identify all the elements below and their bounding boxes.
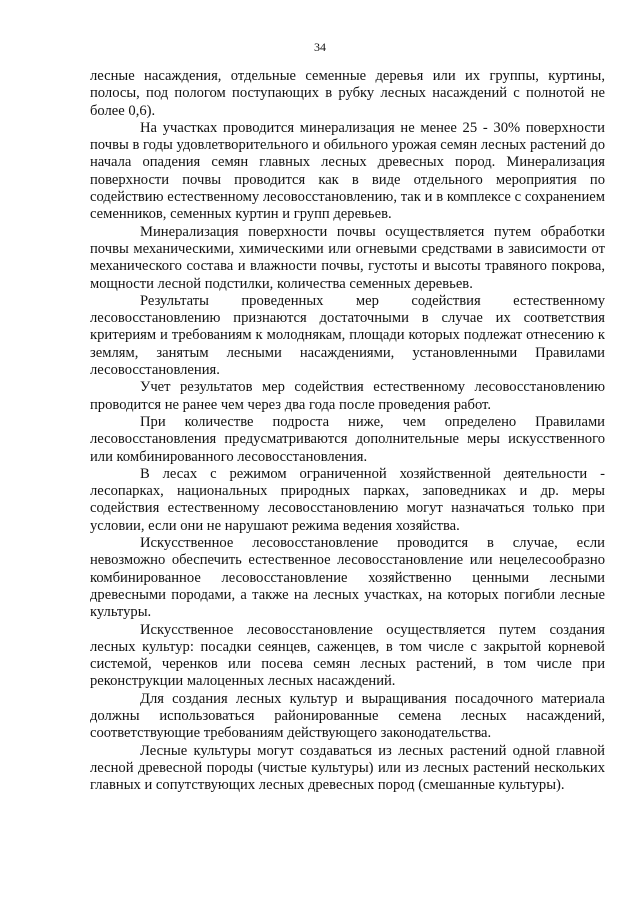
- paragraph: В лесах с режимом ограниченной хозяйственной деятельности - лесопарках, национальных природных парках, заповедниках и др. меры содействия естественному лесовосстановлению могут назначаться только при условии, если они не нарушают режима ведения хозяйства.: [90, 465, 605, 534]
- paragraph: Минерализация поверхности почвы осуществляется путем обработки почвы механическими, химическими или огневыми средствами в зависимости от механического состава и влажности почвы, густоты и высоты травяного покрова, мощности лесной подстилки, количества семенных деревьев.: [90, 223, 605, 292]
- page-number: 34: [314, 40, 326, 54]
- paragraph: Результаты проведенных мер содействия естественному лесовосстановлению признаются достаточными в случае их соответствия критериям и требованиям к молоднякам, площади которых подлежат отнесению к землям, занятым лесными насаждениями, установленными Правилами лесовосстановления.: [90, 292, 605, 379]
- paragraph: Лесные культуры могут создаваться из лесных растений одной главной лесной древесной породы (чистые культуры) или из лесных растений нескольких главных и сопутствующих лесных древесных пород (смешанные культуры).: [90, 742, 605, 794]
- paragraph: Учет результатов мер содействия естественному лесовосстановлению проводится не ранее чем через два года после проведения работ.: [90, 379, 605, 413]
- paragraph: При количестве подроста ниже, чем определено Правилами лесовосстановления предусматриваются дополнительные меры искусственного или комбинированного лесовосстановления.: [90, 413, 605, 465]
- paragraph-continued: лесные насаждения, отдельные семенные деревья или их группы, куртины, полосы, под пологом поступающих в рубку лесных насаждений с полнотой не более 0,6).: [90, 68, 605, 119]
- paragraph: На участках проводится минерализация не менее 25 - 30% поверхности почвы в годы удовлетворительного и обильного урожая семян лесных растений до начала опадения семян главных лесных древесных пород. Минерализация поверхности почвы проводится как в виде отдельного мероприятия по содействию естественному лесовосстановлению, так и в комплексе с сохранением семенников, семенных куртин и групп деревьев.: [90, 119, 605, 223]
- paragraph: Для создания лесных культур и выращивания посадочного материала должны использоваться районированные семена лесных насаждений, соответствующие требованиям действующего законодательства.: [90, 690, 605, 742]
- paragraph: Искусственное лесовосстановление осуществляется путем создания лесных культур: посадки сеянцев, саженцев, в том числе с закрытой корневой системой, черенков или посева семян лесных растений, в том числе при реконструкции малоценных лесных насаждений.: [90, 621, 605, 690]
- page-body: [90, 68, 605, 794]
- paragraph: Искусственное лесовосстановление проводится в случае, если невозможно обеспечить естественное лесовосстановление или нецелесообразно комбинированное лесовосстановление хозяйственно ценными лесными древесными породами, а также на лесных участках, на которых погибли лесные культуры.: [90, 535, 605, 621]
